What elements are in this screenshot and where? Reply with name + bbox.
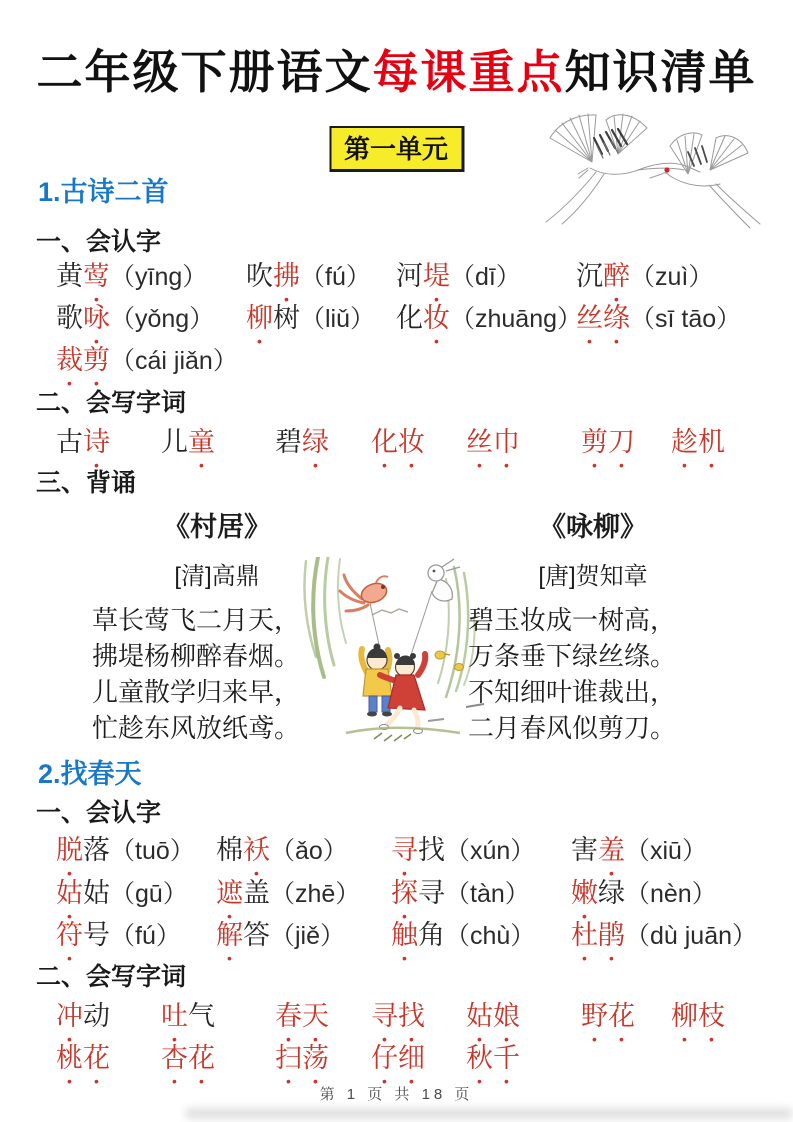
emphasis-char: 秋千 [466, 1043, 520, 1073]
emphasis-char: 脱 [56, 835, 83, 865]
yellow-birds [435, 651, 464, 671]
emphasis-char: 趁机 [671, 427, 725, 457]
emphasis-char: 咏 [83, 303, 110, 333]
word-item [581, 422, 671, 473]
plain-char: 盖 [243, 878, 270, 908]
word-item [275, 422, 371, 473]
emphasis-char: 柳 [246, 303, 273, 333]
word-item [275, 1038, 371, 1089]
title-highlight: 每课重点 [372, 46, 565, 98]
lesson2-heading: 2.找春天 [38, 759, 142, 789]
emphasis-char: 绿 [302, 427, 329, 457]
unit-badge: 第一单元 [329, 126, 464, 172]
emphasis-char: 野花 [581, 1001, 635, 1031]
plain-char: 害 [571, 835, 598, 865]
plain-char: 落 [83, 835, 110, 865]
plain-char: 古 [56, 427, 83, 457]
pinyin-annotation: （liǔ） [300, 305, 376, 333]
emphasis-char: 童 [188, 427, 215, 457]
lesson2-recognize-label: 一、会认字 [36, 799, 162, 827]
emphasis-char: 扫荡 [275, 1043, 329, 1073]
emphasis-char: 诗 [83, 427, 110, 457]
word-item [216, 915, 391, 966]
plain-char: 沉 [576, 261, 603, 291]
plain-char: 动 [83, 1001, 110, 1031]
pinyin-annotation: （fú） [300, 263, 371, 291]
plain-char: 棉 [216, 835, 243, 865]
pinyin-annotation: （ǎo） [270, 837, 348, 865]
pinyin-annotation: （fú） [110, 922, 181, 950]
emphasis-char: 杏花 [161, 1043, 215, 1073]
poem-author: [唐]贺知章 [538, 563, 648, 590]
pinyin-annotation: （sī tāo） [630, 305, 742, 333]
poem-line: 碧玉妆成一树高， [468, 605, 677, 635]
emphasis-char: 吐 [161, 1001, 188, 1031]
emphasis-char: 醉 [603, 261, 630, 291]
emphasis-char: 寻 [391, 835, 418, 865]
recite-poems-block [0, 505, 793, 755]
poem-yongliu [468, 505, 718, 746]
emphasis-char: 柳枝 [671, 1001, 725, 1031]
poem-line: 忙趁东风放纸鸢。 [92, 713, 301, 743]
goldfish-kite [340, 575, 389, 611]
pinyin-annotation: （zhuāng） [450, 305, 583, 333]
pinyin-annotation: （tàn） [445, 880, 530, 908]
emphasis-char: 姑娘 [466, 1001, 520, 1031]
pinyin-annotation: （nèn） [625, 880, 717, 908]
emphasis-char: 堤 [423, 261, 450, 291]
word-item [466, 422, 581, 473]
lesson1-write-label: 二、会写字词 [36, 389, 187, 417]
emphasis-char: 桃花 [56, 1043, 110, 1073]
plain-char: 气 [188, 1001, 215, 1031]
pinyin-annotation: （dī） [450, 263, 521, 291]
emphasis-char: 莺 [83, 261, 110, 291]
poem-lines [468, 602, 718, 746]
poem-line: 草长莺飞二月天， [92, 605, 301, 635]
poem-line: 儿童散学归来早， [92, 677, 301, 707]
word-item [161, 422, 275, 473]
word-item [466, 1038, 581, 1089]
pinyin-annotation: （tuō） [110, 837, 195, 865]
plain-char: 儿 [161, 427, 188, 457]
poem-line: 万条垂下绿丝绦。 [468, 641, 677, 671]
emphasis-char: 拂 [273, 261, 300, 291]
emphasis-char: 符 [56, 920, 83, 950]
write-word-row [56, 422, 768, 473]
word-item [56, 1038, 161, 1089]
plain-char: 寻 [418, 878, 445, 908]
plain-char: 找 [418, 835, 445, 865]
emphasis-char: 妆 [423, 303, 450, 333]
word-item [371, 422, 466, 473]
pinyin-annotation: （dù juān） [625, 922, 758, 950]
word-item [371, 1038, 466, 1089]
emphasis-char: 解 [216, 920, 243, 950]
plain-char: 碧 [275, 427, 302, 457]
cranes-illustration [520, 112, 782, 234]
plain-char: 号 [83, 920, 110, 950]
word-item [391, 915, 571, 966]
emphasis-char: 丝绦 [576, 303, 630, 333]
plain-char: 化 [396, 303, 423, 333]
emphasis-char: 剪刀 [581, 427, 635, 457]
write-word-row [56, 1038, 768, 1089]
emphasis-char: 嫩 [571, 878, 598, 908]
title-part3: 知识清单 [564, 46, 757, 98]
pinyin-annotation: （yǒng） [110, 305, 215, 333]
plain-char: 树 [273, 303, 300, 333]
emphasis-char: 触 [391, 920, 418, 950]
emphasis-char: 杜鹃 [571, 920, 625, 950]
poem-title: 《咏柳》 [539, 512, 647, 542]
lesson1-recite-label: 三、背诵 [36, 469, 137, 497]
blurred-watermark-strip [185, 1108, 793, 1119]
emphasis-char: 春天 [275, 1001, 329, 1031]
emphasis-char: 姑 [56, 878, 83, 908]
plain-char: 歌 [56, 303, 83, 333]
poem-title: 《村居》 [163, 512, 271, 542]
emphasis-char: 丝巾 [466, 427, 520, 457]
pinyin-annotation: （xún） [445, 837, 536, 865]
plain-char: 绿 [598, 878, 625, 908]
pinyin-annotation: （jiě） [270, 922, 346, 950]
emphasis-char: 化妆 [371, 427, 425, 457]
plain-char: 黄 [56, 261, 83, 291]
emphasis-char: 探 [391, 878, 418, 908]
bird-kite [428, 559, 460, 601]
pinyin-annotation: （chù） [445, 922, 536, 950]
poem-author: [清]高鼎 [174, 563, 260, 590]
emphasis-char: 寻找 [371, 1001, 425, 1031]
poem-line: 拂堤杨柳醉春烟。 [92, 641, 301, 671]
lesson1-heading: 1.古诗二首 [38, 177, 169, 207]
pinyin-annotation: （gū） [110, 880, 188, 908]
pinyin-annotation: （yīng） [110, 263, 208, 291]
page-title [0, 36, 793, 102]
pinyin-annotation: （zhē） [270, 880, 361, 908]
emphasis-char: 袄 [243, 835, 270, 865]
pinyin-annotation: （xiū） [625, 837, 707, 865]
plain-char: 答 [243, 920, 270, 950]
poem-line: 不知细叶谁裁出， [468, 677, 677, 707]
pinyin-annotation: （zuì） [630, 263, 714, 291]
lesson2-write-label: 二、会写字词 [36, 963, 187, 991]
plain-char: 河 [396, 261, 423, 291]
plain-char: 姑 [83, 878, 110, 908]
lesson1-recognize-label: 一、会认字 [36, 228, 162, 256]
plain-char: 吹 [246, 261, 273, 291]
crane-red-crown [664, 167, 669, 172]
village-sketch [372, 609, 408, 615]
poem-line: 二月春风似剪刀。 [468, 713, 677, 743]
word-item [671, 422, 768, 473]
emphasis-char: 裁剪 [56, 345, 110, 375]
title-part1: 二年级下册语文 [36, 46, 373, 98]
page-number-footer: 第 1 页 共 18 页 [319, 1086, 474, 1103]
emphasis-char: 冲 [56, 1001, 83, 1031]
emphasis-char: 羞 [598, 835, 625, 865]
word-item [571, 915, 768, 966]
word-item [161, 1038, 275, 1089]
emphasis-char: 遮 [216, 878, 243, 908]
emphasis-char: 仔细 [371, 1043, 425, 1073]
plain-char: 角 [418, 920, 445, 950]
kite-flying-illustration [288, 557, 488, 755]
pinyin-annotation: （cái jiǎn） [110, 347, 238, 375]
